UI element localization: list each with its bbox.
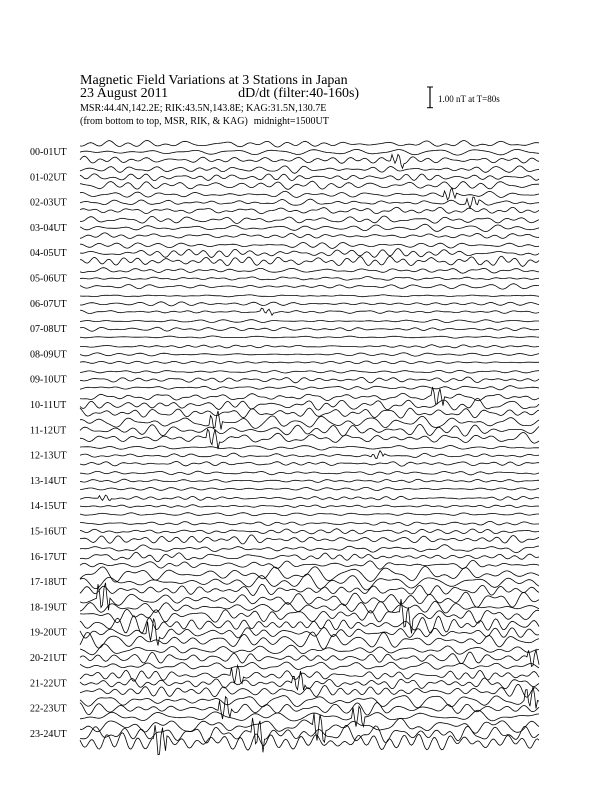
trace-MSR-00-01UT: [80, 154, 539, 168]
trace-KAG-08-09UT: [80, 345, 539, 348]
trace-RIK-12-13UT: [80, 451, 539, 459]
trace-MSR-08-09UT: [80, 361, 539, 364]
trace-RIK-21-22UT: [80, 671, 539, 690]
trace-KAG-00-01UT: [80, 140, 539, 147]
trace-RIK-05-06UT: [80, 277, 539, 281]
hour-label: 03-04UT: [30, 222, 67, 234]
hour-row-15-16UT: [30, 521, 539, 544]
hour-row-09-10UT: [30, 370, 539, 389]
hour-row-08-09UT: [30, 345, 539, 364]
trace-KAG-02-03UT: [80, 188, 539, 200]
trace-MSR-12-13UT: [80, 462, 539, 467]
trace-KAG-12-13UT: [80, 446, 539, 451]
trace-MSR-06-07UT: [80, 308, 539, 315]
trace-KAG-01-02UT: [80, 166, 539, 173]
station-order: (from bottom to top, MSR, RIK, & KAG): [80, 116, 248, 127]
hour-label: 22-23UT: [30, 703, 67, 715]
trace-RIK-23-24UT: [80, 718, 539, 752]
chart-title: Magnetic Field Variations at 3 Stations in Japan: [80, 73, 348, 88]
trace-MSR-17-18UT: [80, 584, 539, 595]
hour-row-10-11UT: [30, 387, 539, 418]
trace-MSR-02-03UT: [80, 207, 539, 213]
trace-MSR-01-02UT: [80, 181, 539, 189]
trace-MSR-07-08UT: [80, 336, 539, 338]
trace-RIK-01-02UT: [80, 174, 539, 181]
hour-label: 13-14UT: [30, 475, 67, 487]
hour-label: 20-21UT: [30, 653, 67, 664]
stations-coordinates: MSR:44.4N,142.2E; RIK:43.5N,143.8E; KAG:31.5N,130.7E: [80, 103, 327, 114]
hour-label: 01-02UT: [30, 172, 67, 184]
trace-KAG-15-16UT: [80, 521, 539, 525]
hour-row-06-07UT: [30, 295, 539, 316]
hour-label: 11-12UT: [30, 425, 67, 437]
quantity-label: dD/dt (filter:40-160s): [238, 86, 360, 101]
trace-KAG-14-15UT: [80, 495, 539, 501]
trace-MSR-13-14UT: [80, 487, 539, 490]
trace-MSR-10-11UT: [80, 408, 539, 418]
trace-RIK-04-05UT: [80, 249, 539, 258]
hour-label: 23-24UT: [30, 728, 67, 740]
trace-RIK-13-14UT: [80, 479, 539, 482]
trace-RIK-06-07UT: [80, 302, 539, 306]
hour-row-14-15UT: [30, 495, 539, 516]
trace-MSR-15-16UT: [80, 535, 539, 544]
trace-MSR-14-15UT: [80, 513, 539, 516]
hour-row-21-22UT: [30, 666, 539, 698]
trace-KAG-07-08UT: [80, 320, 539, 323]
trace-MSR-21-22UT: [80, 684, 539, 697]
hour-row-01-02UT: [30, 166, 539, 189]
hour-row-00-01UT: [30, 140, 539, 168]
hour-label: 18-19UT: [30, 602, 67, 614]
midnight-note: midnight=1500UT: [253, 116, 329, 127]
hour-label: 07-08UT: [30, 324, 67, 336]
hour-label: 19-20UT: [30, 627, 67, 639]
trace-KAG-03-04UT: [80, 216, 539, 224]
hour-label: 15-16UT: [30, 526, 67, 538]
hour-row-07-08UT: [30, 320, 539, 339]
hour-label: 16-17UT: [30, 551, 67, 563]
trace-KAG-10-11UT: [80, 387, 539, 406]
trace-MSR-05-06UT: [80, 284, 539, 289]
scale-bar-label: 1.00 nT at T=80s: [438, 94, 500, 104]
hour-row-11-12UT: [30, 411, 539, 449]
trace-KAG-05-06UT: [80, 268, 539, 274]
trace-MSR-04-05UT: [80, 256, 539, 266]
trace-KAG-09-10UT: [80, 370, 539, 373]
trace-MSR-09-10UT: [80, 386, 539, 390]
hour-row-02-03UT: [30, 188, 539, 214]
trace-KAG-06-07UT: [80, 295, 539, 297]
hour-label: 05-06UT: [30, 273, 67, 285]
trace-KAG-04-05UT: [80, 243, 539, 249]
trace-MSR-20-21UT: [80, 662, 539, 669]
trace-RIK-20-21UT: [80, 650, 539, 666]
trace-RIK-11-12UT: [80, 424, 539, 436]
hour-row-05-06UT: [30, 268, 539, 289]
trace-MSR-22-23UT: [80, 707, 539, 727]
hour-label: 08-09UT: [30, 349, 67, 361]
hour-row-20-21UT: [30, 644, 539, 670]
hour-row-03-04UT: [30, 216, 539, 238]
trace-RIK-09-10UT: [80, 377, 539, 383]
trace-RIK-07-08UT: [80, 327, 539, 331]
hour-label: 12-13UT: [30, 450, 67, 462]
trace-MSR-03-04UT: [80, 233, 539, 239]
trace-MSR-19-20UT: [80, 632, 539, 649]
trace-RIK-00-01UT: [80, 149, 539, 155]
hour-row-12-13UT: [30, 446, 539, 467]
chart-date: 23 August 2011: [80, 86, 169, 101]
trace-RIK-16-17UT: [80, 552, 539, 561]
scale-bar: [427, 87, 433, 108]
hour-row-19-20UT: [30, 616, 539, 649]
hour-label: 04-05UT: [30, 248, 67, 260]
hour-row-16-17UT: [30, 545, 539, 570]
hour-row-04-05UT: [30, 243, 539, 267]
trace-RIK-03-04UT: [80, 224, 539, 231]
trace-MSR-16-17UT: [80, 560, 539, 569]
trace-RIK-15-16UT: [80, 529, 539, 534]
hour-row-13-14UT: [30, 471, 539, 490]
trace-KAG-20-21UT: [80, 644, 539, 655]
hour-label: 00-01UT: [30, 147, 67, 158]
trace-RIK-14-15UT: [80, 505, 539, 508]
hour-label: 17-18UT: [30, 577, 67, 589]
trace-RIK-08-09UT: [80, 353, 539, 356]
hour-label: 10-11UT: [30, 400, 67, 411]
hour-label: 14-15UT: [30, 501, 67, 513]
hour-label: 02-03UT: [30, 197, 67, 209]
hour-label: 21-22UT: [30, 678, 67, 690]
trace-KAG-16-17UT: [80, 545, 539, 553]
hour-label: 09-10UT: [30, 374, 67, 386]
trace-RIK-02-03UT: [80, 197, 539, 208]
hour-label: 06-07UT: [30, 298, 67, 310]
trace-KAG-13-14UT: [80, 471, 539, 475]
